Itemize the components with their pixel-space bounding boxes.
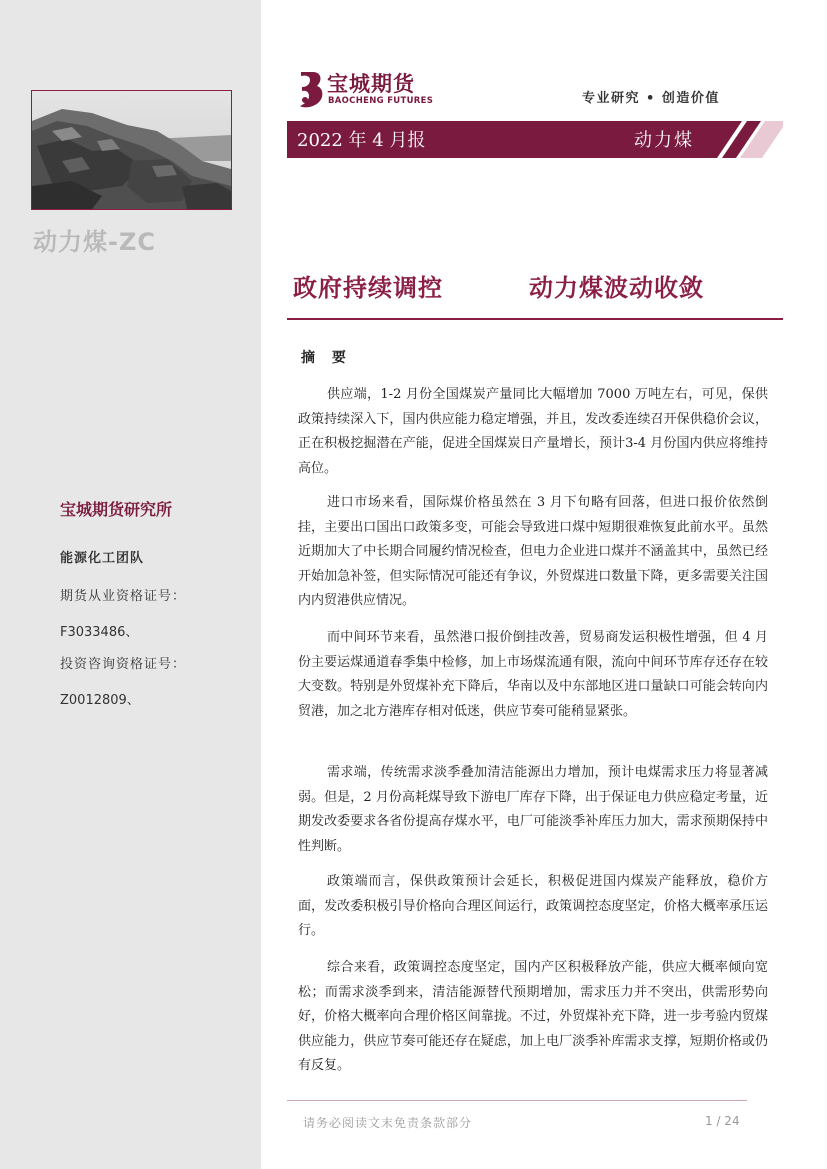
page-number: 1 / 24 [705,1114,740,1128]
product-code: 动力煤-ZC [33,228,156,256]
institute-name: 宝城期货研究所 [60,500,173,519]
futures-license-number: F3033486、 [60,625,139,640]
abstract-paragraph: 需求端，传统需求淡季叠加清洁能源出力增加，预计电煤需求压力将显著减弱。但是，2 月份高耗煤导致下游电厂库存下降，出于保证电力供应稳定考量，近期发改委要求各省份提高存煤水平，电厂可能淡季补库压力加大，需求预期保持中性判断。 [298,765,768,854]
abstract-paragraph: 综合来看，政策调控态度坚定，国内产区积极释放产能，供应大概率倾向宽松；而需求淡季到来，清洁能源替代预期增加，需求压力并不突出，供需形势向好，价格大概率向合理价格区间靠拢。不过，外贸煤补充下降，进一步考验内贸煤供应能力，供应节奏可能还存在疑虑，加上电厂淡季补库需求支撑，短期价格或仍有反复。 [298,960,768,1073]
sidebar [0,0,261,1169]
report-product: 动力煤 [634,130,694,151]
rock-landscape-image [32,91,231,209]
abstract-paragraph: 而中间环节来看，虽然港口报价倒挂改善，贸易商发运积极性增强，但 4 月份主要运煤通道春季集中检修，加上市场煤流通有限，流向中间环节库存还存在较大变数。特别是外贸煤补充下降后，华南以及中东部地区进口量缺口可能会转向内贸港，加之北方港库存相对低迷，供应节奏可能稍显紧张。 [298,630,768,719]
logo-chinese-name: 宝城期货 [327,71,415,96]
abstract-paragraph: 进口市场来看，国际煤价格虽然在 3 月下旬略有回落，但进口报价依然倒挂，主要出口国出口政策多变，可能会导致进口煤中短期很难恢复此前水平。虽然近期加大了中长期合同履约情况检查，但电力企业进口煤并不涵盖其中，虽然已经开始加急补签，但实际情况可能还有争议，外贸煤进口数量下降，更多需要关注国内内贸港供应情况。 [298,495,768,608]
abstract-paragraph: 供应端，1-2 月份全国煤炭产量同比大幅增加 7000 万吨左右，可见，保供政策持续深入下，国内供应能力稳定增强，并且，发改委连续召开保供稳价会议，正在积极挖掘潜在产能，促进全国煤炭日产量增长，预计3-4 月份国内供应将维持高位。 [298,387,768,476]
footer-disclaimer: 请务必阅读文末免责条款部分 [303,1116,473,1130]
logo-english-name: BAOCHENG FUTURES [328,96,434,106]
headline-part-1: 政府持续调控 [293,274,443,302]
headline-part-2: 动力煤波动收敛 [529,274,704,302]
report-period: 2022 年 4 月报 [297,130,426,151]
consult-license-label: 投资咨询资格证号： [60,657,187,672]
abstract-paragraph: 政策端而言，保供政策预计会延长，积极促进国内煤炭产能释放，稳价方面，发改委积极引导价格向合理区间运行，政策调控态度坚定，价格大概率承压运行。 [298,874,768,938]
cover-photo [31,90,232,210]
headline-divider [287,318,783,320]
company-logo [297,70,437,112]
team-name: 能源化工团队 [60,551,145,566]
slogan: 专业研究 • 创造价值 [582,91,720,106]
futures-license-label: 期货从业资格证号： [60,589,187,604]
abstract-title: 摘 要 [301,350,352,366]
logo-mark-icon [297,70,325,110]
consult-license-number: Z0012809、 [60,693,140,708]
footer-divider [287,1100,747,1101]
